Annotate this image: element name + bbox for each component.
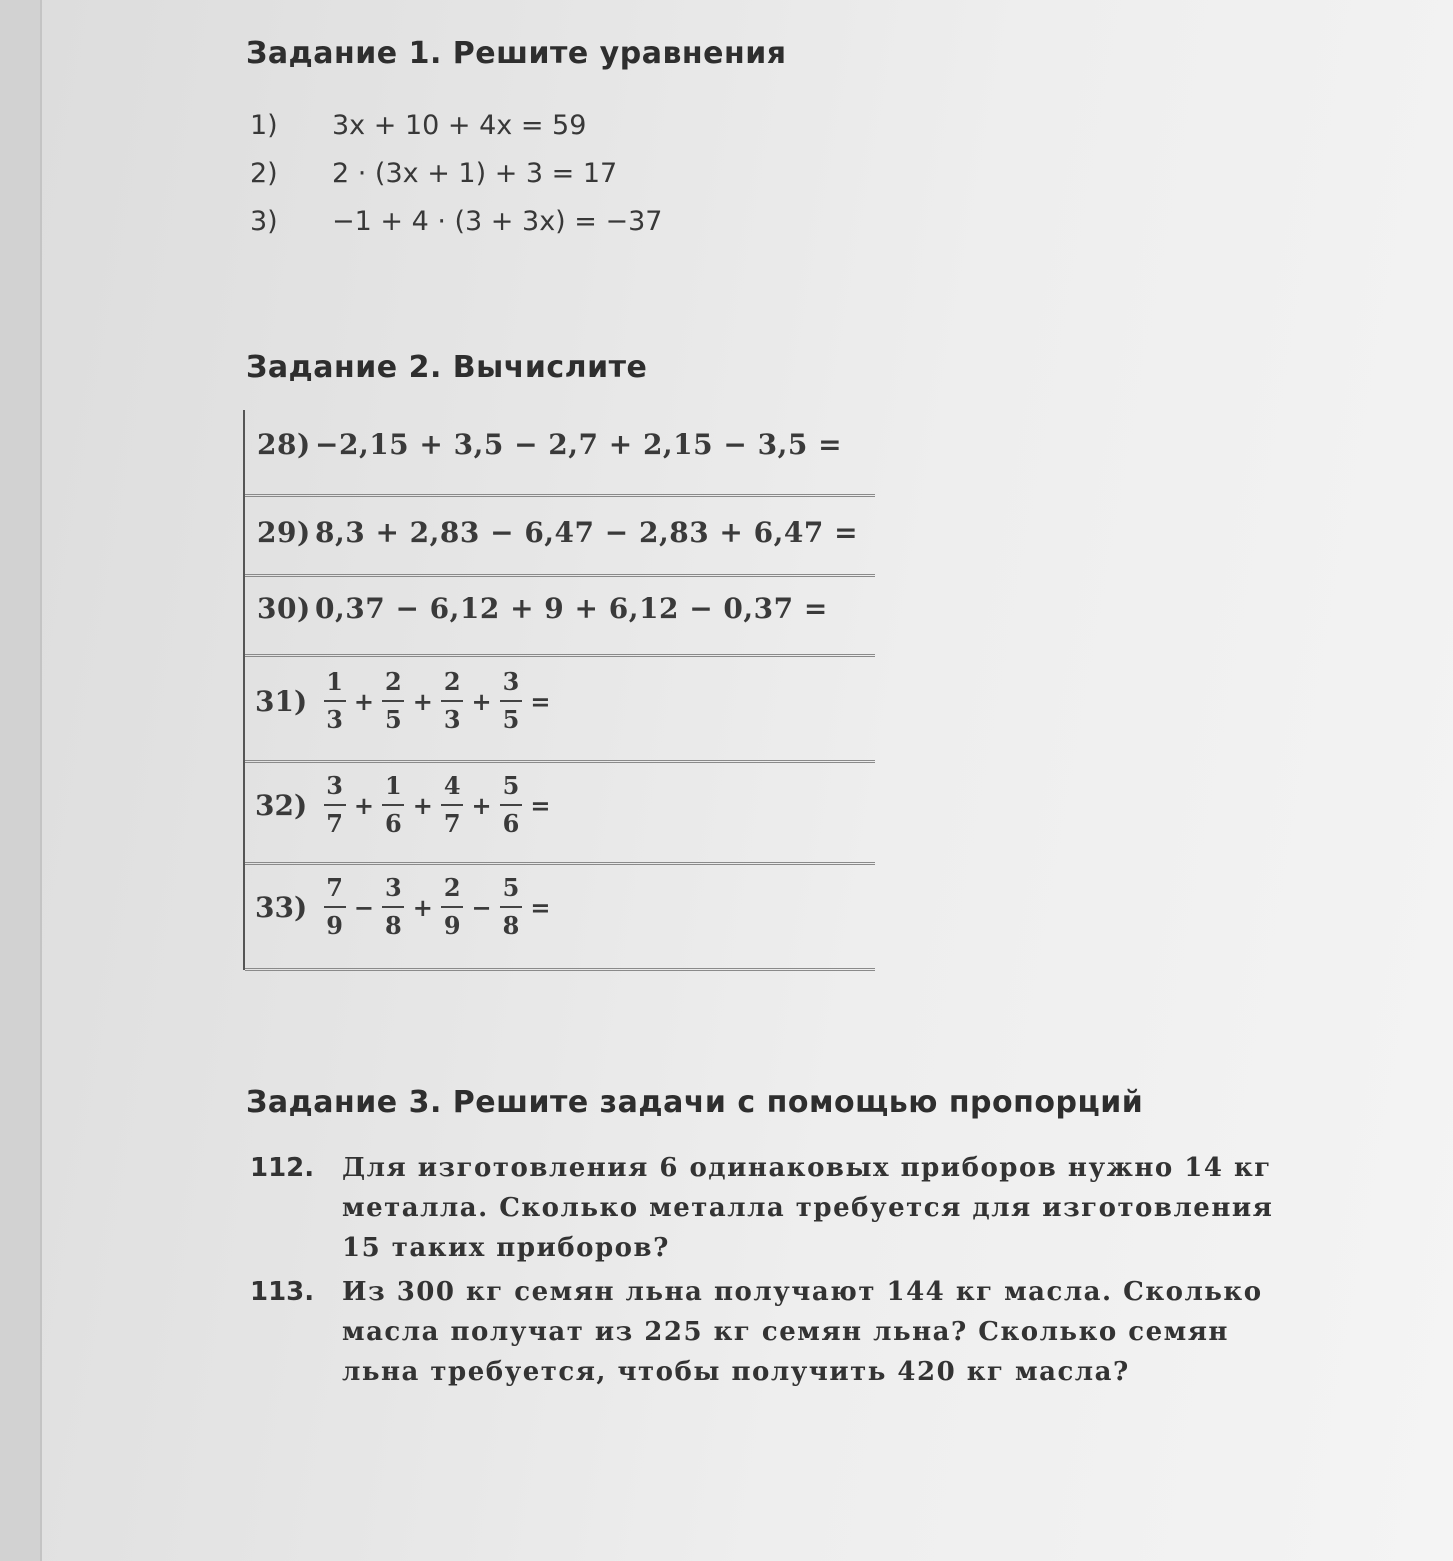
calc-label: 30) [257, 592, 311, 625]
numerator: 4 [443, 771, 461, 800]
page-edge [0, 0, 42, 1561]
operator: − [353, 892, 375, 922]
denominator: 5 [385, 705, 402, 734]
operator: − [471, 892, 492, 922]
calc-expression-body: 0,37 − 6,12 + 9 + 6,12 − 0,37 = [315, 592, 828, 625]
calc-row-28 [245, 410, 875, 497]
fraction-bar [500, 906, 522, 908]
calc-row-33 [245, 864, 875, 971]
equation-expression: 2 · (3x + 1) + 3 = 17 [332, 158, 618, 189]
calc-expression-body: 8,3 + 2,83 − 6,47 − 2,83 + 6,47 = [315, 516, 859, 549]
equation-number: 3) [250, 206, 278, 237]
operator: + [412, 686, 433, 716]
fraction-bar [324, 700, 346, 702]
fraction [382, 667, 405, 734]
calc-row-29 [245, 496, 875, 577]
fraction-bar [441, 700, 463, 702]
denominator: 7 [326, 809, 343, 838]
numerator: 2 [443, 873, 461, 902]
fraction-bar [382, 700, 404, 702]
problem-list [250, 1148, 1280, 1396]
fraction [382, 771, 405, 838]
fraction [441, 873, 464, 940]
calc-label: 33) [255, 890, 308, 924]
denominator: 9 [443, 911, 461, 940]
denominator: 6 [502, 809, 520, 838]
numerator: 7 [326, 873, 343, 902]
numerator: 3 [326, 771, 343, 800]
numerator: 5 [502, 771, 520, 800]
task3-title: Задание 3. Решите задачи с помощью пропорций [246, 1085, 1144, 1120]
problem-number: 113. [250, 1277, 315, 1307]
equation-expression: 3x + 10 + 4x = 59 [332, 110, 587, 141]
denominator: 3 [326, 705, 343, 734]
fraction-expression [255, 667, 552, 734]
fraction-expression [255, 873, 552, 940]
problem-text: Для изготовления 6 одинаковых приборов нужно 14 кг металла. Сколько металла требуется для изготовления 15 таких приборов? [342, 1153, 1274, 1263]
fraction-bar [500, 804, 522, 806]
operator: = [530, 686, 551, 716]
denominator: 8 [502, 911, 520, 940]
calc-label: 29) [257, 516, 311, 549]
calc-row-32 [245, 762, 875, 865]
problem-item [250, 1272, 1280, 1392]
problem-text: Из 300 кг семян льна получают 144 кг масла. Сколько масла получат из 225 кг семян льна? Сколько семян льна требуется, чтобы получить 420 кг масла? [342, 1277, 1263, 1387]
numerator: 3 [502, 667, 520, 696]
fraction [382, 873, 405, 940]
fraction-bar [324, 804, 346, 806]
denominator: 9 [326, 911, 343, 940]
fraction-bar [500, 700, 522, 702]
numerator: 1 [385, 771, 402, 800]
problem-number: 112. [250, 1153, 315, 1183]
calc-label: 32) [255, 788, 308, 822]
operator: + [471, 686, 492, 716]
numerator: 1 [326, 667, 343, 696]
operator: + [471, 790, 492, 820]
numerator: 5 [502, 873, 520, 902]
calc-expression: 28) [257, 428, 311, 461]
fraction [500, 873, 523, 940]
fraction [441, 771, 464, 838]
equation-number: 2) [250, 158, 278, 189]
equation-expression: −1 + 4 · (3 + 3x) = −37 [332, 206, 663, 237]
denominator: 5 [502, 705, 520, 734]
fraction [323, 667, 346, 734]
operator: = [530, 790, 551, 820]
fraction [500, 771, 523, 838]
task1-title: Задание 1. Решите уравнения [246, 36, 787, 71]
fraction-bar [382, 804, 404, 806]
denominator: 6 [385, 809, 402, 838]
calc-row-30 [245, 576, 875, 657]
denominator: 8 [385, 911, 402, 940]
equation-number: 1) [250, 110, 278, 141]
problem-item [250, 1148, 1280, 1268]
numerator: 2 [385, 667, 402, 696]
fraction [323, 873, 346, 940]
fraction-bar [441, 906, 463, 908]
numerator: 3 [385, 873, 402, 902]
operator: + [353, 790, 375, 820]
operator: + [353, 686, 375, 716]
fraction-expression [255, 771, 552, 838]
calc-label: 31) [255, 684, 308, 718]
operator: + [412, 790, 433, 820]
fraction [500, 667, 523, 734]
operator: + [412, 892, 433, 922]
denominator: 7 [443, 809, 461, 838]
calc-row-31 [245, 656, 875, 763]
fraction-bar [441, 804, 463, 806]
calculation-table [243, 410, 875, 970]
denominator: 3 [443, 705, 461, 734]
fraction-bar [382, 906, 404, 908]
fraction [441, 667, 464, 734]
fraction-bar [324, 906, 346, 908]
numerator: 2 [443, 667, 461, 696]
task2-title: Задание 2. Вычислите [246, 350, 648, 385]
fraction [323, 771, 346, 838]
calc-expression-body: −2,15 + 3,5 − 2,7 + 2,15 − 3,5 = [315, 428, 843, 461]
operator: = [530, 892, 551, 922]
